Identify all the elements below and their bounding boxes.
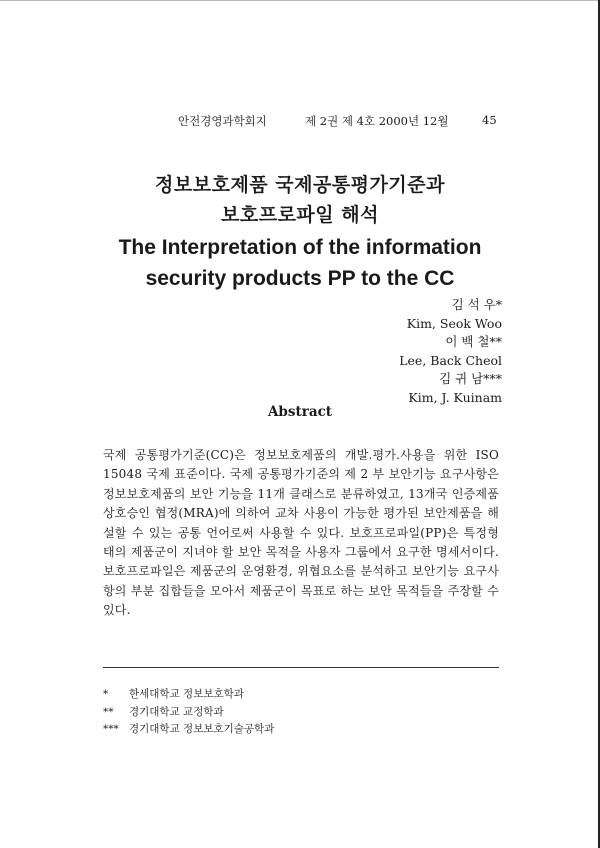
page-number: 45 (482, 113, 497, 127)
footnote-affiliation: 한세대학교 정보보호학과 (129, 688, 244, 700)
abstract-body: 국제 공통평가기준(CC)은 정보보호제품의 개발.평가.사용을 위한 ISO 15048 국제 표준이다. 국제 공통평가기준의 제 2 부 보안기능 요구사항은 정보보호제품의 보안 기능을 11개 클래스로 분류하였고, 13개국 인증제품 상호승인 협정(MRA)에 의하여 교차 사용이 가능한 평가된 보안제품을 해설할 수 있는 공통 언어로써 사용할 수 있다. 보호프로파일(PP)은 특정형태의 제품군이 지녀야 할 보안 목적을 사용자 그룹에서 요구한 명세서이다. 보호프로파일은 제품군의 운영환경, 위협요소를 분석하고 보안기능 요구사항의 부분 집합들을 모아서 제품군이 목표로 하는 보안 목적들을 주장할 수 있다. (103, 448, 499, 618)
author-name-english: Kim, J. Kuinam (408, 389, 502, 405)
footnote (103, 704, 274, 722)
title-english-line-1: The Interpretation of the information (118, 236, 482, 259)
footnote-mark: ** (103, 705, 114, 718)
footnote-affiliation: 경기대학교 교정학과 (129, 705, 224, 718)
title-korean-line-2: 보호프로파일 해석 (221, 204, 379, 226)
title-korean-line-1: 정보보호제품 국제공통평가기준과 (155, 174, 445, 196)
author-name-korean: 김 귀 남*** (439, 371, 502, 386)
title-english-line-2: security products PP to the CC (145, 267, 455, 290)
issue-info: 제 2권 제 4호 2000년 12월 (305, 114, 449, 128)
author-name-korean: 이 백 철** (445, 334, 502, 349)
footnote-divider (103, 667, 499, 668)
footnote (103, 686, 274, 704)
author-name-korean: 김 석 우* (451, 297, 502, 312)
author-list (399, 296, 502, 407)
abstract-heading: Abstract (267, 404, 333, 420)
footnote (103, 721, 274, 739)
page-top-edge (0, 0, 600, 1)
footnote-mark: *** (103, 723, 119, 735)
running-header (0, 113, 600, 131)
footnote-affiliation: 경기대학교 정보보호기술공학과 (129, 723, 275, 735)
author-name-english: Lee, Back Cheol (399, 352, 502, 368)
journal-name: 안전경영과학회지 (178, 114, 267, 128)
title-block (0, 170, 600, 294)
footnotes (103, 686, 274, 739)
author-name-english: Kim, Seok Woo (406, 315, 502, 331)
footnote-mark: * (103, 688, 109, 700)
